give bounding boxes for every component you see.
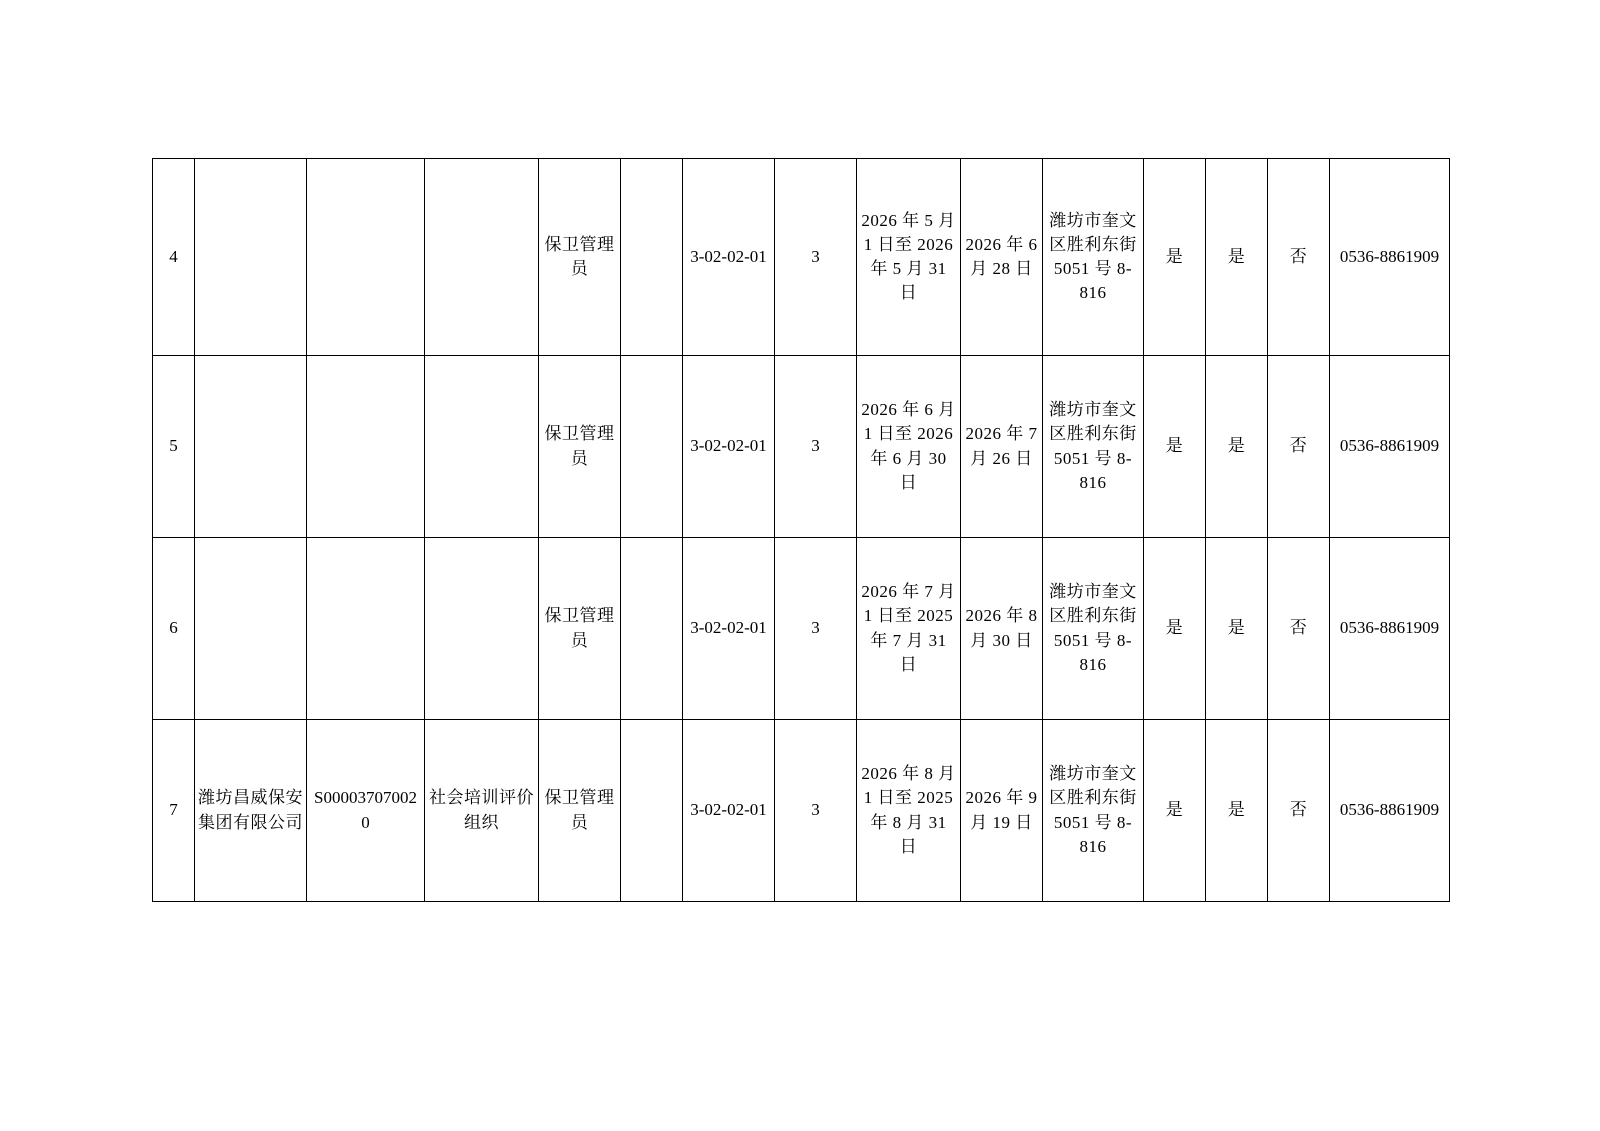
- table-row: [153, 720, 1450, 902]
- cell-exam-time: 2026 年 6 月 1 日至 2026 年 6 月 30 日: [857, 356, 961, 538]
- cell-notice-time: 2026 年 8 月 30 日: [961, 538, 1043, 720]
- cell-count: 3: [775, 538, 857, 720]
- cell-count: 3: [775, 356, 857, 538]
- cell-exam-time: 2026 年 7 月 1 日至 2025 年 7 月 31 日: [857, 538, 961, 720]
- cell-notice-time: 2026 年 6 月 28 日: [961, 159, 1043, 356]
- cell-count: 3: [775, 720, 857, 902]
- cell-practice: 是: [1206, 159, 1268, 356]
- table-row: [153, 159, 1450, 356]
- table-row: [153, 356, 1450, 538]
- cell-org-name: [195, 159, 307, 356]
- cell-occupation-code: 3-02-02-01: [683, 538, 775, 720]
- cell-org-name: [195, 538, 307, 720]
- cell-practice: 是: [1206, 720, 1268, 902]
- cell-online: 否: [1268, 538, 1330, 720]
- cell-phone: 0536-8861909: [1330, 720, 1450, 902]
- cell-phone: 0536-8861909: [1330, 159, 1450, 356]
- cell-occupation-code: 3-02-02-01: [683, 159, 775, 356]
- cell-seq: 4: [153, 159, 195, 356]
- cell-level: [621, 538, 683, 720]
- cell-theory: 是: [1144, 538, 1206, 720]
- cell-level: [621, 159, 683, 356]
- cell-online: 否: [1268, 720, 1330, 902]
- cell-exam-place: 潍坊市奎文区胜利东街 5051 号 8-816: [1043, 538, 1144, 720]
- cell-level: [621, 720, 683, 902]
- cell-occupation: 保卫管理员: [539, 159, 621, 356]
- cell-exam-time: 2026 年 5 月 1 日至 2026 年 5 月 31 日: [857, 159, 961, 356]
- cell-org-name: 潍坊昌威保安集团有限公司: [195, 720, 307, 902]
- cell-exam-place: 潍坊市奎文区胜利东街 5051 号 8-816: [1043, 356, 1144, 538]
- cell-org-type: [425, 538, 539, 720]
- cell-notice-time: 2026 年 9 月 19 日: [961, 720, 1043, 902]
- cell-practice: 是: [1206, 538, 1268, 720]
- cell-seq: 5: [153, 356, 195, 538]
- cell-count: 3: [775, 159, 857, 356]
- cell-occupation: 保卫管理员: [539, 720, 621, 902]
- cell-org-code: [307, 159, 425, 356]
- cell-occupation: 保卫管理员: [539, 356, 621, 538]
- cell-occupation-code: 3-02-02-01: [683, 720, 775, 902]
- cell-online: 否: [1268, 356, 1330, 538]
- cell-org-code: [307, 538, 425, 720]
- exam-schedule-table: [152, 158, 1450, 902]
- cell-org-name: [195, 356, 307, 538]
- cell-seq: 6: [153, 538, 195, 720]
- cell-level: [621, 356, 683, 538]
- cell-seq: 7: [153, 720, 195, 902]
- cell-org-type: 社会培训评价组织: [425, 720, 539, 902]
- cell-phone: 0536-8861909: [1330, 538, 1450, 720]
- cell-occupation-code: 3-02-02-01: [683, 356, 775, 538]
- cell-exam-place: 潍坊市奎文区胜利东街 5051 号 8-816: [1043, 159, 1144, 356]
- cell-org-code: S000037070020: [307, 720, 425, 902]
- cell-exam-place: 潍坊市奎文区胜利东街 5051 号 8-816: [1043, 720, 1144, 902]
- cell-org-type: [425, 356, 539, 538]
- cell-occupation: 保卫管理员: [539, 538, 621, 720]
- cell-practice: 是: [1206, 356, 1268, 538]
- cell-theory: 是: [1144, 356, 1206, 538]
- cell-theory: 是: [1144, 159, 1206, 356]
- exam-schedule-table-container: [152, 158, 1449, 902]
- cell-phone: 0536-8861909: [1330, 356, 1450, 538]
- cell-notice-time: 2026 年 7 月 26 日: [961, 356, 1043, 538]
- table-row: [153, 538, 1450, 720]
- cell-online: 否: [1268, 159, 1330, 356]
- cell-org-code: [307, 356, 425, 538]
- cell-theory: 是: [1144, 720, 1206, 902]
- cell-exam-time: 2026 年 8 月 1 日至 2025 年 8 月 31 日: [857, 720, 961, 902]
- cell-org-type: [425, 159, 539, 356]
